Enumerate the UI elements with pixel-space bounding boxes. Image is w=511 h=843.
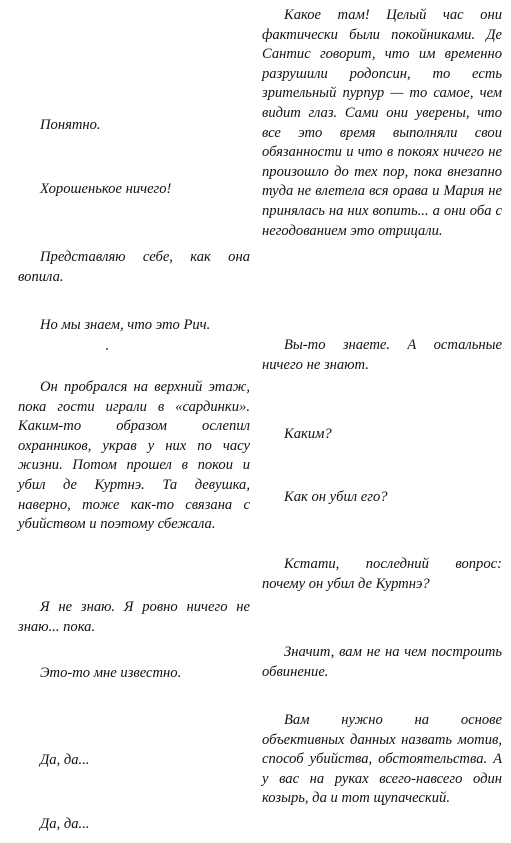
left-paragraph-4: Но мы знаем, что это Рич. xyxy=(40,317,211,333)
right-paragraph-6: Значит, вам не на чем построить обвинение. xyxy=(262,644,502,680)
left-paragraph-1: Понятно. xyxy=(40,117,101,133)
left-paragraph-9: Да, да... xyxy=(40,816,90,832)
right-paragraph-3: Каким? xyxy=(284,426,332,442)
left-paragraph-6: Я не знаю. Я ровно ничего не знаю... пока. xyxy=(18,599,250,635)
left-paragraph-5: Он пробрался на верхний этаж, пока гости играли в «сардинки». Каким-то образом ослепил охранников, украв у них по часу жизни. Потом прошел в покои и убил де Куртнэ. Та девушка, наверно, тоже как-то связана с убийством и поэтому сбежала. xyxy=(18,379,250,533)
left-paragraph-2: Хорошенькое ничего! xyxy=(40,181,172,197)
right-paragraph-5: Кстати, последний вопрос: почему он убил де Куртнэ? xyxy=(262,556,502,592)
left-paragraph-3: Представляю себе, как она вопила. xyxy=(18,249,250,285)
right-paragraph-2: Вы-то знаете. А остальные ничего не знают. xyxy=(262,337,502,373)
right-paragraph-7: Вам нужно на основе объективных данных назвать мотив, способ убийства, обстоятельства. А у вас на руках всего-навсего один козырь, да и тот щупаческий. xyxy=(262,712,502,807)
left-paragraph-8: Да, да... xyxy=(40,752,90,768)
right-paragraph-4: Как он убил его? xyxy=(284,489,388,505)
left-paragraph-7: Это-то мне известно. xyxy=(40,665,182,681)
stray-dot xyxy=(106,348,108,350)
right-paragraph-1: Какое там! Целый час они фактически были покойниками. Де Сантис говорит, что им временно разрушили родопсин, то есть зрительный пурпур — то самое, чем видит глаз. Сами они уверены, что все это время выполняли свои обязанности и что в покоях ничего не произошло до тех пор, пока внезапно туда не влетела вся орава и Мария не принялась на них вопить... а они оба с негодованием это отрицали. xyxy=(262,7,502,239)
